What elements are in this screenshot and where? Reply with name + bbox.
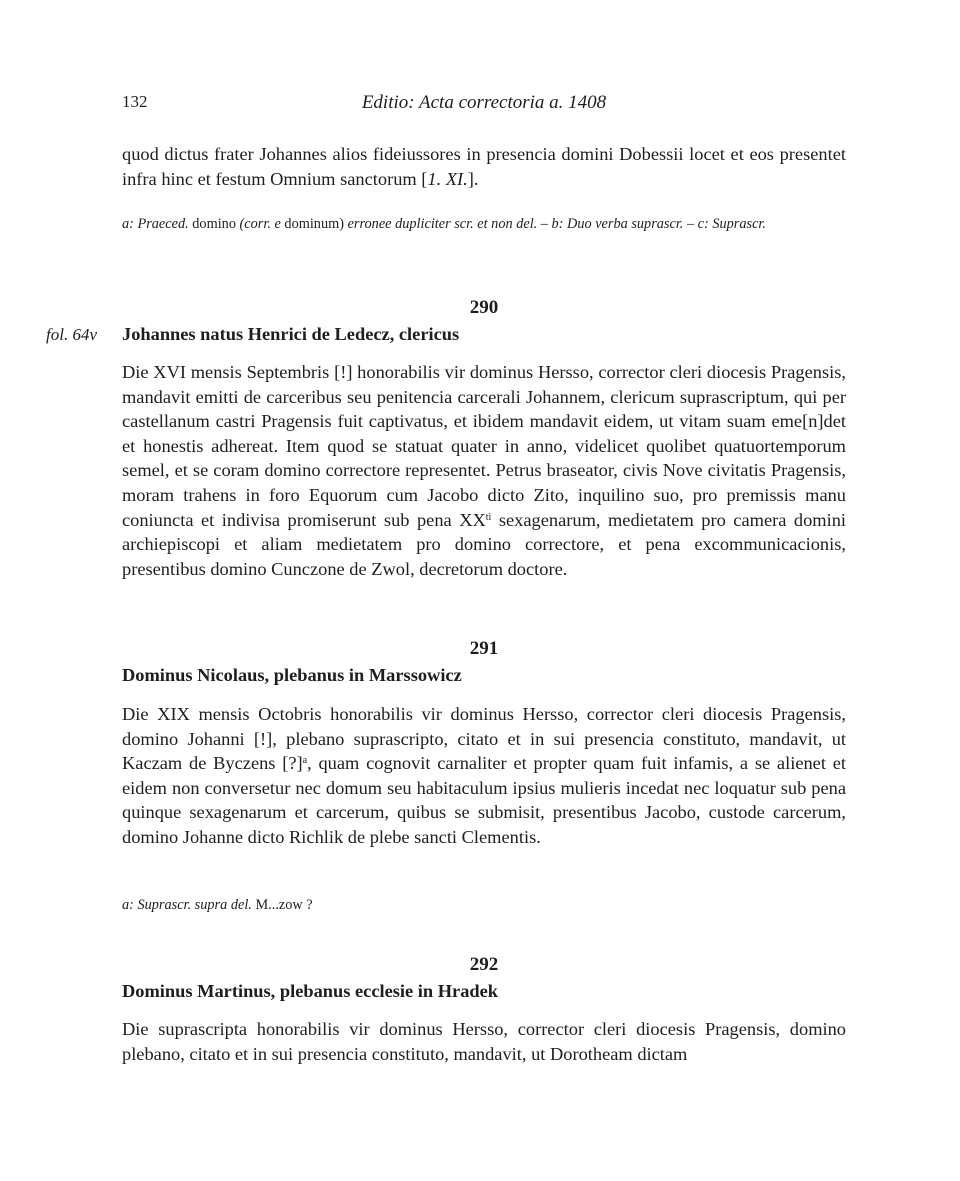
entry-heading: Johannes natus Henrici de Ledecz, clericus <box>122 324 460 344</box>
running-title: Editio: Acta correctoria a. 1408 <box>361 92 607 113</box>
footnote-block <box>122 214 846 234</box>
entry-text-part: sexagenarum, medietatem pro camera domini archiepiscopi et aliam medietatem pro domino correctore, et pena excommunicacionis, presentibus domino Cunczone de Zwol, decretorum doctore. <box>122 509 847 579</box>
footnote-word: dominum) <box>284 216 344 232</box>
entry-heading: Dominus Martinus, plebanus ecclesie in Hradek <box>122 981 499 1001</box>
entry-heading: Dominus Nicolaus, plebanus in Marssowicz <box>122 665 462 685</box>
entry-text <box>122 360 846 581</box>
footnote-block <box>122 895 846 915</box>
entry-number: 292 <box>469 954 499 975</box>
entry-text-part: Die XVI mensis Septembris [!] honorabilis vir dominus Hersso, corrector cleri diocesis Pragensis, mandavit emitti de carceribus seu penitencia carcerali Johannem, clericum suprascriptum, qui per castellanum castri Pragensis fuit captivatus, et ibidem mandavit eidem, ut vitam suam eme[n]det et honestis adhereat. Item quod se statuat quater in anno, videlicet quolibet quatuortemporum semel, et se coram domino correctore representet. Petrus braseator, civis Nove civitatis Pragensis, moram trahens in foro Equorum cum Jacobo dicto Zito, inquilino suo, pro premissis manu coniuncta et indivisa promiserunt sub pena XX <box>122 362 846 530</box>
footnote-text: (corr. e <box>239 216 281 232</box>
intro-text-part: quod dictus frater Johannes alios fideiussores in presencia domini Dobessii locet et eos presentet infra hinc et festum Omnium sanctorum [ <box>122 144 846 189</box>
entry-text: Die suprascripta honorabilis vir dominus Hersso, corrector cleri diocesis Pragensis, domino plebano, citato et in sui presencia constituto, mandavit, ut Dorotheam dictam <box>122 1019 846 1064</box>
entry-number: 291 <box>469 638 499 659</box>
superscript: ti <box>485 511 492 523</box>
page-number: 132 <box>122 92 148 111</box>
footnote-text: a: Suprascr. supra del. <box>122 897 252 913</box>
footnote-word: M...zow ? <box>255 897 313 913</box>
footnote-marker: a <box>302 755 308 767</box>
folio-margin-note: fol. 64v <box>46 325 97 344</box>
entry-number: 290 <box>469 297 499 318</box>
entry-text <box>122 702 846 850</box>
footnote-text: a: Praeced. <box>122 216 189 232</box>
entry-text-part: Die XIX mensis Octobris honorabilis vir dominus Hersso, corrector cleri diocesis Pragensis, domino Johanni [!], plebano suprascripto, citato et in sui presencia constituto, mandavit, ut Kaczam de Byczens [?] <box>122 704 846 774</box>
intro-date: 1. XI. <box>427 168 468 189</box>
entry-text-part: , quam cognovit carnaliter et propter quam fuit infamis, a se alienet et eidem non conversetur nec domum seu habitaculum ipsius mulieris incedat nec loquatur sub pena quinque sexagenarum et carcerum, quibus se submisit, presentibus Jacobo, custode carcerum, domino Johanne dicto Richlik de plebe sancti Clementis. <box>122 753 846 847</box>
footnote-text: erronee dupliciter scr. et non del. – b: Duo verba suprascr. – c: Suprascr. <box>347 216 766 232</box>
continued-paragraph <box>122 142 846 191</box>
running-head <box>122 92 846 116</box>
intro-text-end: ]. <box>467 168 479 189</box>
footnote-word: domino <box>192 216 236 232</box>
